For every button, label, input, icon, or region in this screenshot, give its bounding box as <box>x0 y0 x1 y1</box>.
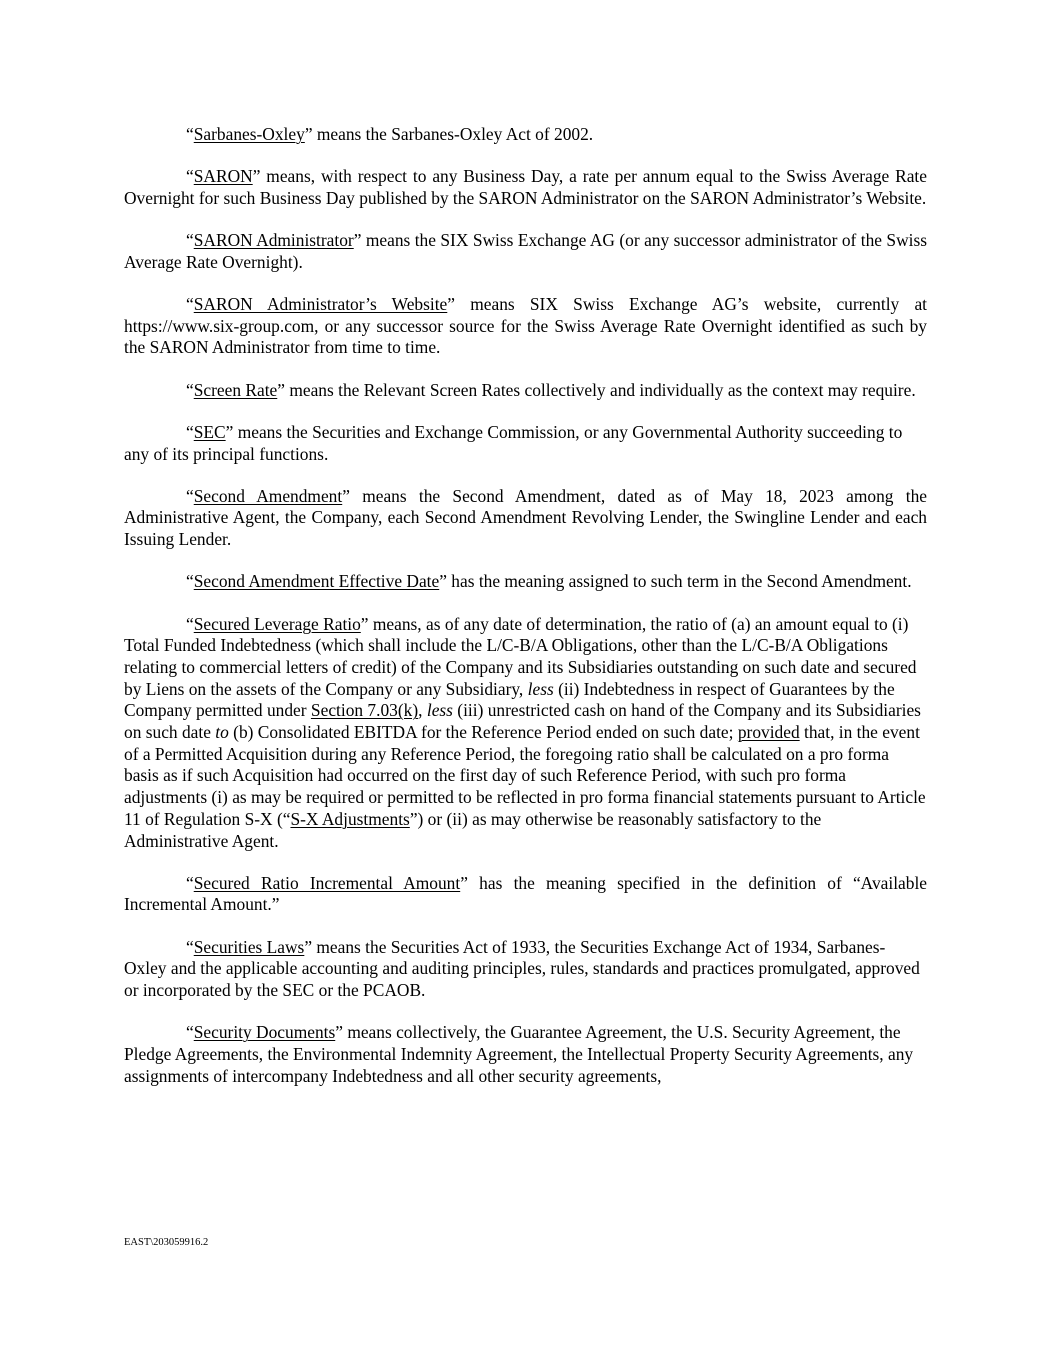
text-run: “ <box>186 613 194 634</box>
definition-paragraph <box>124 1022 927 1087</box>
text-run: ” means SIX Swiss Exchange AG’s website, currently at https://www.six-group.com, or any successor source for the Swiss Average Rate Overnight identified as such by the SARON Administrator from time to time. <box>124 294 927 358</box>
definition-paragraph <box>124 422 927 465</box>
text-run: “ <box>186 294 194 315</box>
definition-paragraph <box>124 614 927 853</box>
text-run: ” means the SIX Swiss Exchange AG (or any successor administrator of the Swiss Average Rate Overnight). <box>124 230 927 272</box>
definition-paragraph <box>124 486 927 551</box>
defined-term: Secured Leverage Ratio <box>193 613 361 634</box>
text-run: ” means, with respect to any Business Day, a rate per annum equal to the Swiss Average Rate Overnight for such Business Day published by the SARON Administrator on the SARON Administrator’s Website. <box>124 166 927 208</box>
text-run: “ <box>186 379 194 400</box>
definition-paragraph <box>124 380 927 402</box>
text-run: “ <box>186 872 194 893</box>
text-run: “ <box>186 936 194 957</box>
text-run: ” means the Sarbanes-Oxley Act of 2002. <box>304 124 594 144</box>
text-run: that, in the event of a Permitted Acquisition during any Reference Period, the foregoing ratio shall be calculated on a pro forma basis as if such Acquisition had occurred on the first day of such Reference Period, with such pro forma adjustments (i) as may be required or permitted to be reflected in pro forma financial statements pursuant to Article 11 of Regulation S-X (“ <box>124 722 926 829</box>
text-run: ” means the Securities and Exchange Commission, or any Governmental Authority succeeding to any of its principal functions. <box>124 421 903 464</box>
text-run: , <box>418 700 427 721</box>
text-run: “ <box>186 166 194 187</box>
definition-paragraph <box>124 124 927 146</box>
defined-term: SARON Administrator’s Website <box>193 294 448 315</box>
cross-reference: S-X Adjustments <box>290 808 410 829</box>
text-run: “ <box>186 421 194 442</box>
definitions-list <box>124 124 927 1108</box>
definition-entry <box>124 614 927 853</box>
text-run: ” means the Second Amendment, dated as of May 18, 2023 among the Administrative Agent, the Company, each Second Amendment Revolving Lender, the Swingline Lender and each Issuing Lender. <box>124 485 927 550</box>
definition-paragraph <box>124 294 927 359</box>
defined-term: Screen Rate <box>193 379 278 400</box>
text-run: ” means, as of any date of determination, the ratio of (a) an amount equal to (i) Total Funded Indebtedness (which shall include the L/C-B/A Obligations, other than the L/C-B/A Obligations relating to commercial letters of credit) of the Company and its Subsidiaries outstanding on such date and secured by Liens on the assets of the Company or any Subsidiary, <box>124 613 917 699</box>
definition-paragraph <box>124 873 927 916</box>
defined-term: Sarbanes-Oxley <box>193 124 305 144</box>
text-run: “ <box>186 485 194 506</box>
defined-term: Secured Ratio Incremental Amount <box>193 872 461 893</box>
definition-paragraph <box>124 230 927 273</box>
definition-entry <box>124 230 927 273</box>
document-id-footer: EAST\203059916.2 <box>124 1237 209 1248</box>
text-run: (b) Consolidated EBITDA for the Reference Period ended on such date; <box>228 722 738 743</box>
text-run: (iii) unrestricted cash on hand of the Company and its Subsidiaries on such date <box>124 700 921 743</box>
defined-term: Securities Laws <box>193 936 305 957</box>
italic-text: less <box>426 700 453 721</box>
definition-entry <box>124 486 927 551</box>
defined-term: Second Amendment Effective Date <box>193 571 440 592</box>
defined-term: SARON <box>193 166 253 187</box>
text-run: (ii) Indebtedness in respect of Guarantees by the Company permitted under <box>124 678 895 721</box>
definition-entry <box>124 873 927 916</box>
text-run: ” has the meaning assigned to such term in the Second Amendment. <box>439 571 912 592</box>
defined-term: Security Documents <box>193 1022 336 1043</box>
definition-entry <box>124 166 927 209</box>
definition-entry <box>124 937 927 1002</box>
definition-entry <box>124 1022 927 1087</box>
cross-reference: provided <box>737 722 800 743</box>
text-run: ” means the Relevant Screen Rates collectively and individually as the context may require. <box>277 379 916 400</box>
defined-term: SEC <box>193 421 226 442</box>
cross-reference: Section 7.03(k) <box>310 700 419 721</box>
text-run: “ <box>186 1022 194 1043</box>
definition-entry <box>124 422 927 465</box>
definition-entry <box>124 571 927 593</box>
definition-paragraph <box>124 166 927 209</box>
definition-paragraph <box>124 571 927 593</box>
definition-paragraph <box>124 937 927 1002</box>
text-run: “ <box>186 571 194 592</box>
text-run: ”) or (ii) as may otherwise be reasonably satisfactory to the Administrative Agent. <box>124 808 822 851</box>
text-run: “ <box>186 230 194 251</box>
italic-text: to <box>215 722 229 743</box>
definition-entry <box>124 124 927 146</box>
definition-entry <box>124 294 927 359</box>
text-run: ” means the Securities Act of 1933, the Securities Exchange Act of 1934, Sarbanes-Oxley and the applicable accounting and auditing principles, rules, standards and practices promulgated, approved or incorporated by the SEC or the PCAOB. <box>124 936 920 1001</box>
defined-term: SARON Administrator <box>193 230 354 251</box>
text-run: ” has the meaning specified in the definition of “Available Incremental Amount.” <box>124 872 927 915</box>
text-run: “ <box>186 124 194 144</box>
italic-text: less <box>527 678 554 699</box>
text-run: ” means collectively, the Guarantee Agreement, the U.S. Security Agreement, the Pledge Agreements, the Environmental Indemnity Agreement, the Intellectual Property Security Agreements, any assignments of intercompany Indebtedness and all other security agreements, <box>124 1022 914 1086</box>
definition-entry <box>124 380 927 402</box>
defined-term: Second Amendment <box>193 485 343 506</box>
